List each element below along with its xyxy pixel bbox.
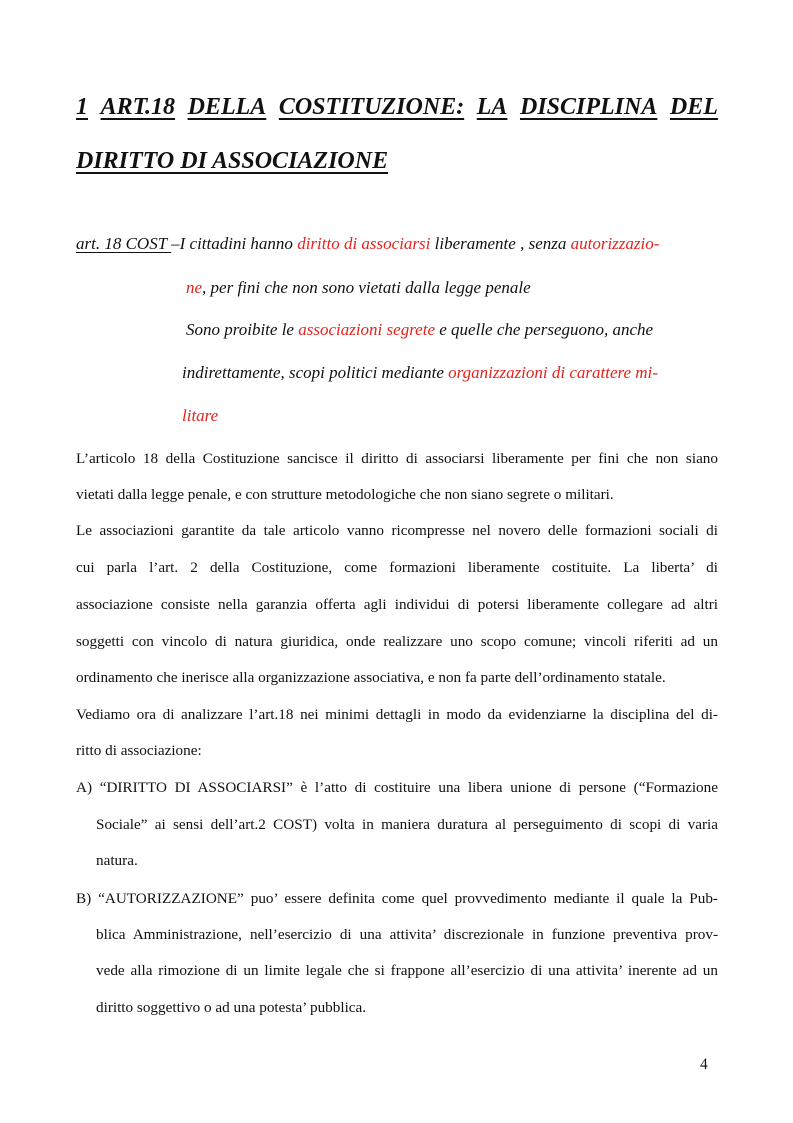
list-item-b-cont: diritto soggettivo o ad una potesta’ pubblica. [96, 999, 367, 1016]
section-heading-line-2: DIRITTO DI ASSOCIAZIONE [76, 148, 389, 174]
paragraph-line: L’articolo 18 della Costituzione sancisce il diritto di associarsi liberamente per fini che non siano [76, 450, 718, 467]
list-item-b-cont: blica Amministrazione, nell’esercizio di una attivita’ discrezionale in funzione preventiva prov- [96, 926, 718, 943]
heading-word: COSTITUZIONE: [278, 94, 465, 120]
paragraph-line: ritto di associazione: [76, 742, 202, 759]
quote-line-3: Sono proibite le associazioni segrete e quelle che perseguono, anche [186, 320, 654, 339]
highlight-text: ne [186, 278, 203, 297]
quote-line-5 [182, 406, 218, 426]
paragraph-line: associazione consiste nella garanzia offerta agli individui di potersi liberamente collegare ad altri [76, 596, 718, 613]
highlight-text: organizzazioni di carattere mi- [448, 363, 658, 382]
heading-word: LA [476, 94, 508, 120]
highlight-text: associazioni segrete [298, 320, 435, 339]
paragraph-line: vietati dalla legge penale, e con strutture metodologiche che non siano segrete o militari. [76, 486, 614, 503]
article-reference: art. 18 COST [76, 234, 172, 253]
paragraph-line: soggetti con vincolo di natura giuridica, onde realizzare uno scopo comune; vincoli riferiti ad un [76, 633, 718, 650]
heading-word: DISCIPLINA [519, 94, 658, 120]
paragraph-line: Vediamo ora di analizzare l’art.18 nei minimi dettagli in modo da evidenziarne la disciplina del di- [76, 706, 718, 723]
section-heading-line-1 [76, 94, 718, 121]
heading-word: DELLA [187, 94, 267, 120]
highlight-text: diritto di associarsi [297, 234, 431, 253]
section-number: 1 [76, 94, 88, 120]
paragraph-line: Le associazioni garantite da tale articolo vanno ricompresse nel novero delle formazioni sociali di [76, 522, 718, 539]
page-number: 4 [700, 1056, 708, 1073]
quote-line-4: indirettamente, scopi politici mediante organizzazioni di carattere mi- [182, 363, 658, 382]
list-item-a: A) “DIRITTO DI ASSOCIARSI” è l’atto di costituire una libera unione di persone (“Formazione [76, 779, 718, 796]
highlight-text: autorizzazio- [570, 234, 660, 253]
list-item-b: B) “AUTORIZZAZIONE” puo’ essere definita come quel provvedimento mediante il quale la Pub- [76, 890, 718, 907]
highlight-text: litare [182, 406, 219, 425]
list-item-a-cont: natura. [96, 852, 138, 869]
list-item-b-cont: vede alla rimozione di un limite legale che si frappone all’esercizio di una attivita’ inerente ad un [96, 962, 718, 979]
paragraph-line: cui parla l’art. 2 della Costituzione, come formazioni liberamente costituite. La liberta’ di [76, 559, 718, 576]
heading-word: DEL [669, 94, 718, 120]
paragraph-line: ordinamento che inerisce alla organizzazione associativa, e non fa parte dell’ordinamento statale. [76, 669, 666, 686]
heading-word: ART.18 [100, 94, 176, 120]
quote-line-2: ne, per fini che non sono vietati dalla legge penale [186, 278, 531, 297]
quote-line-1: art. 18 COST –I cittadini hanno diritto di associarsi liberamente , senza autorizzazio- [76, 234, 660, 253]
list-item-a-cont: Sociale” ai sensi dell’art.2 COST) volta in maniera duratura al perseguimento di scopi di varia [96, 816, 718, 833]
